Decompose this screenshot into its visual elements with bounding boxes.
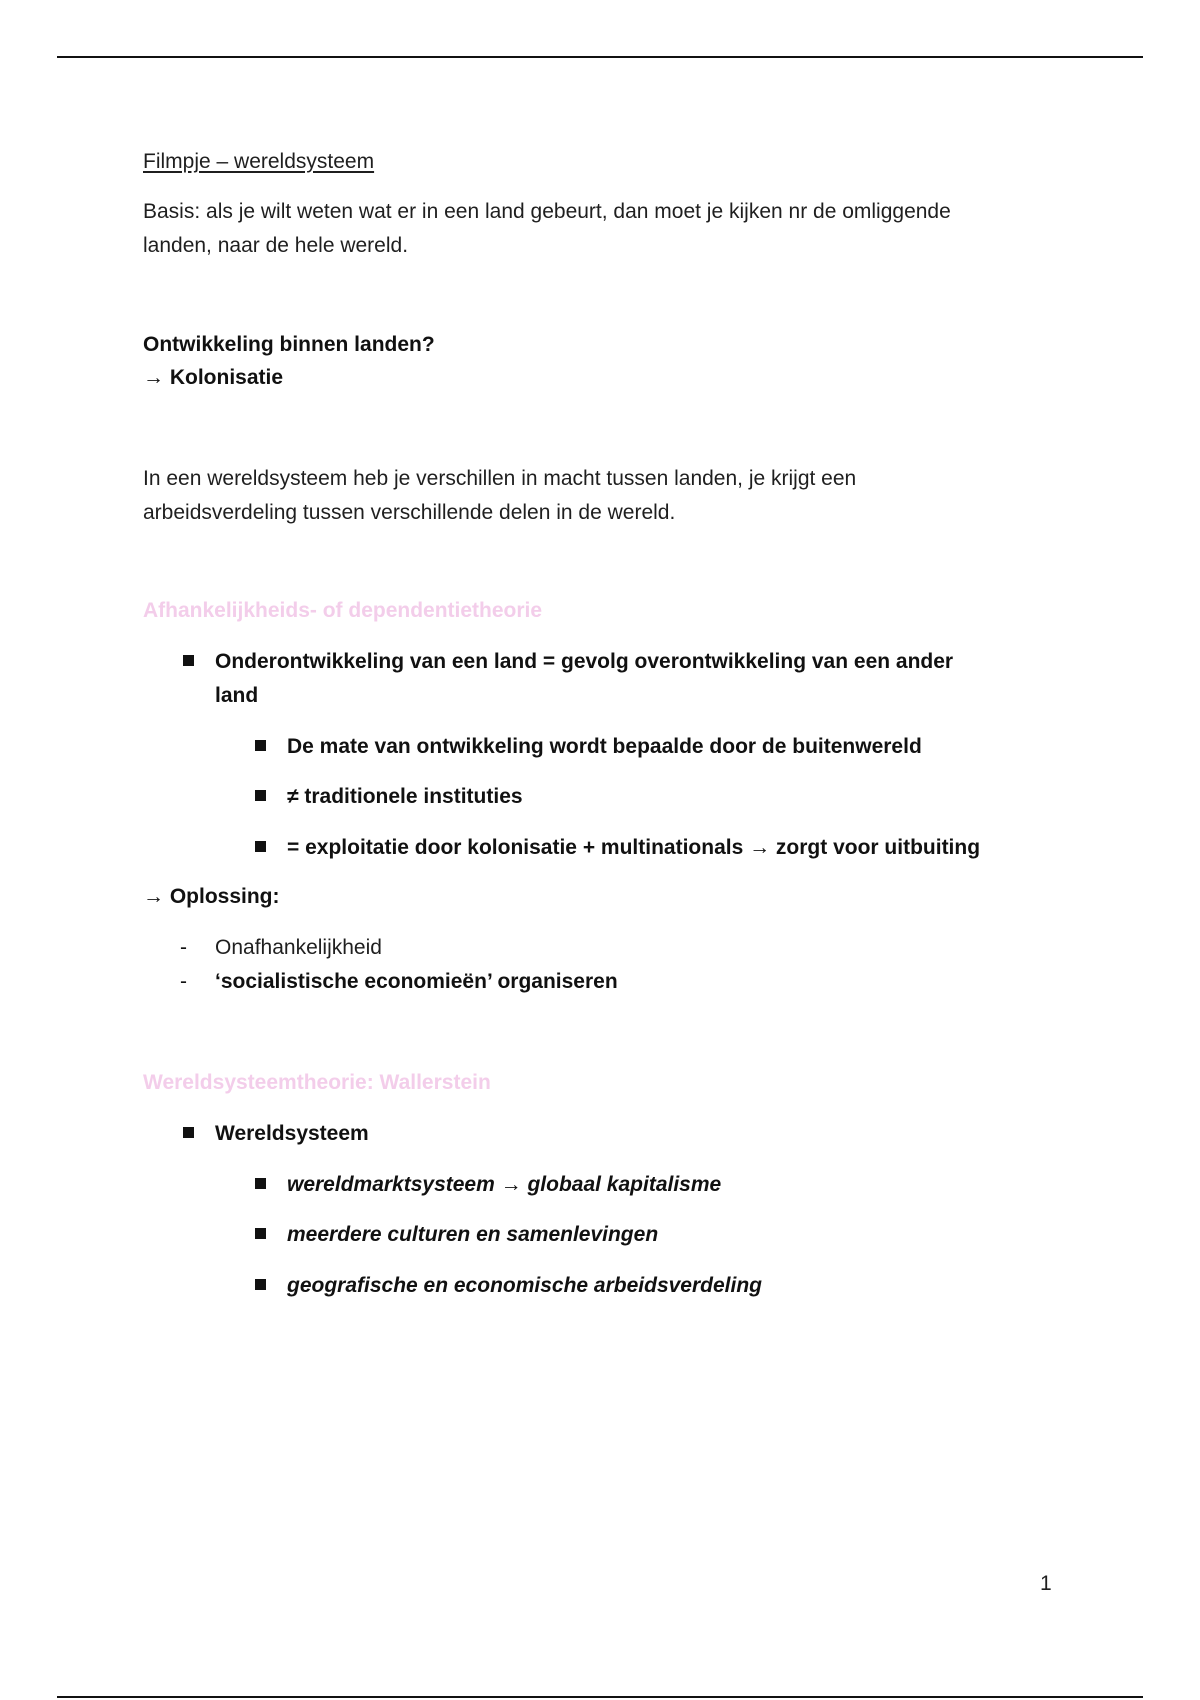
answer: → Kolonisatie [143,366,284,389]
square-bullet-icon [255,841,266,852]
wallerstein-heading: Wereldsysteemtheorie: Wallerstein [143,1071,491,1094]
wallerstein-sub-1: wereldmarktsysteem → globaal kapitalisme [287,1173,722,1196]
top-rule [57,56,1143,58]
square-bullet-icon [255,1178,266,1189]
square-bullet-icon [183,1127,194,1138]
solution-1: Onafhankelijkheid [215,936,382,959]
wallerstein-sub-3: geografische en economische arbeidsverdeling [287,1274,762,1297]
square-bullet-icon [255,1228,266,1239]
dependency-heading: Afhankelijkheids- of dependentietheorie [143,599,543,622]
dependency-sub-1: De mate van ontwikkeling wordt bepaalde door de buitenwereld [287,735,922,758]
solution-2: ‘socialistische economieën’ organiseren [215,970,618,993]
square-bullet-icon [255,740,266,751]
dash-bullet-icon: - [180,970,187,993]
dependency-main-line-1: Onderontwikkeling van een land = gevolg overontwikkeling van een ander [215,650,954,673]
wallerstein-sub-2: meerdere culturen en samenlevingen [287,1223,659,1246]
square-bullet-icon [255,790,266,801]
section-title: Filmpje – wereldsysteem [143,150,375,173]
square-bullet-icon [183,655,194,666]
worldsystem-line-2: arbeidsverdeling tussen verschillende delen in de wereld. [143,501,676,524]
square-bullet-icon [255,1279,266,1290]
basis-line-2: landen, naar de hele wereld. [143,234,409,257]
dash-bullet-icon: - [180,936,187,959]
question: Ontwikkeling binnen landen? [143,333,435,356]
bottom-rule [57,1696,1143,1698]
wallerstein-main: Wereldsysteem [215,1122,369,1145]
basis-line-1: Basis: als je wilt weten wat er in een land gebeurt, dan moet je kijken nr de omliggende [143,200,951,223]
solution-label: → Oplossing: [143,885,280,908]
worldsystem-line-1: In een wereldsysteem heb je verschillen in macht tussen landen, je krijgt een [143,467,857,490]
dependency-main-line-2: land [215,684,259,707]
dependency-sub-3: = exploitatie door kolonisatie + multinationals → zorgt voor uitbuiting [287,836,981,859]
page-number: 1 [1040,1572,1052,1595]
dependency-sub-2: ≠ traditionele instituties [287,785,523,808]
